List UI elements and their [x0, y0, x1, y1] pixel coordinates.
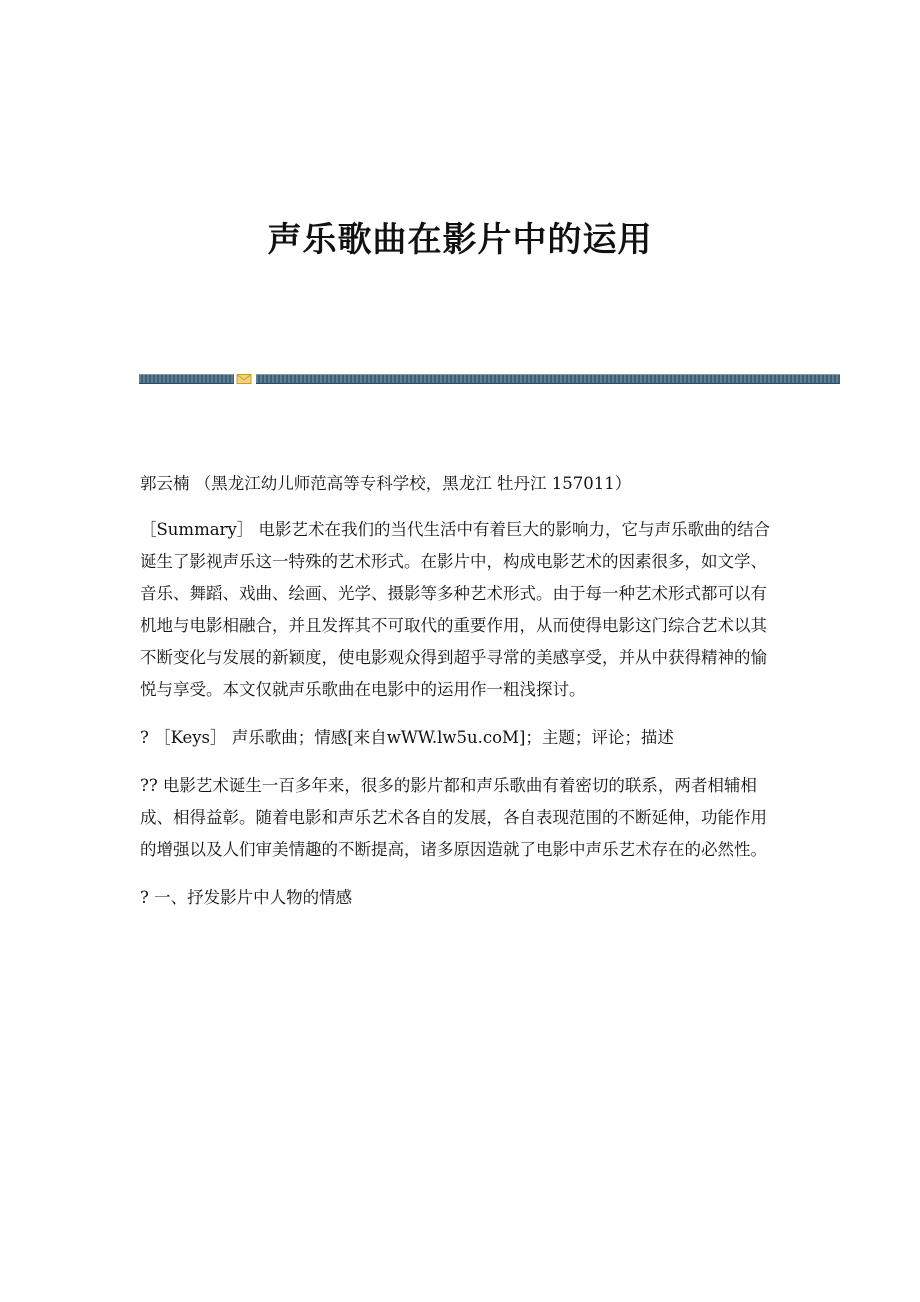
decorative-rule-right — [256, 374, 840, 384]
envelope-icon — [236, 373, 252, 385]
document-title: 声乐歌曲在影片中的运用 — [267, 220, 653, 260]
keywords-line: ? ［Keys］ 声乐歌曲；情感[来自wWW.lw5u.coM]；主题；评论；描述 — [140, 728, 674, 747]
intro-paragraph: ?? 电影艺术诞生一百多年来，很多的影片都和声乐歌曲有着密切的联系，两者相辅相成、相得益彰。随着电影和声乐艺术各自的发展，各自表现范围的不断延伸，功能作用的增强以及人们审美情趣的不断提高，诸多原因造就了电影中声乐艺术存在的必然性。 — [140, 776, 767, 859]
summary-paragraph: ［Summary］ 电影艺术在我们的当代生活中有着巨大的影响力，它与声乐歌曲的结合诞生了影视声乐这一特殊的艺术形式。在影片中，构成电影艺术的因素很多，如文学、音乐、舞蹈、戏曲、绘画、光学、摄影等多种艺术形式。由于每一种艺术形式都可以有机地与电影相融合，并且发挥其不可取代的重要作用，从而使得电影这门综合艺术以其不断变化与发展的新颖度，使电影观众得到超乎寻常的美感享受，并从中获得精神的愉悦与享受。本文仅就声乐歌曲在电影中的运用作一粗浅探讨。 — [140, 520, 771, 699]
section-heading: ? 一、抒发影片中人物的情感 — [140, 888, 353, 907]
decorative-rule-left — [139, 374, 234, 384]
author-line: 郭云楠 （黑龙江幼儿师范高等专科学校，黑龙江 牡丹江 157011） — [140, 474, 632, 493]
document-body — [140, 468, 770, 930]
